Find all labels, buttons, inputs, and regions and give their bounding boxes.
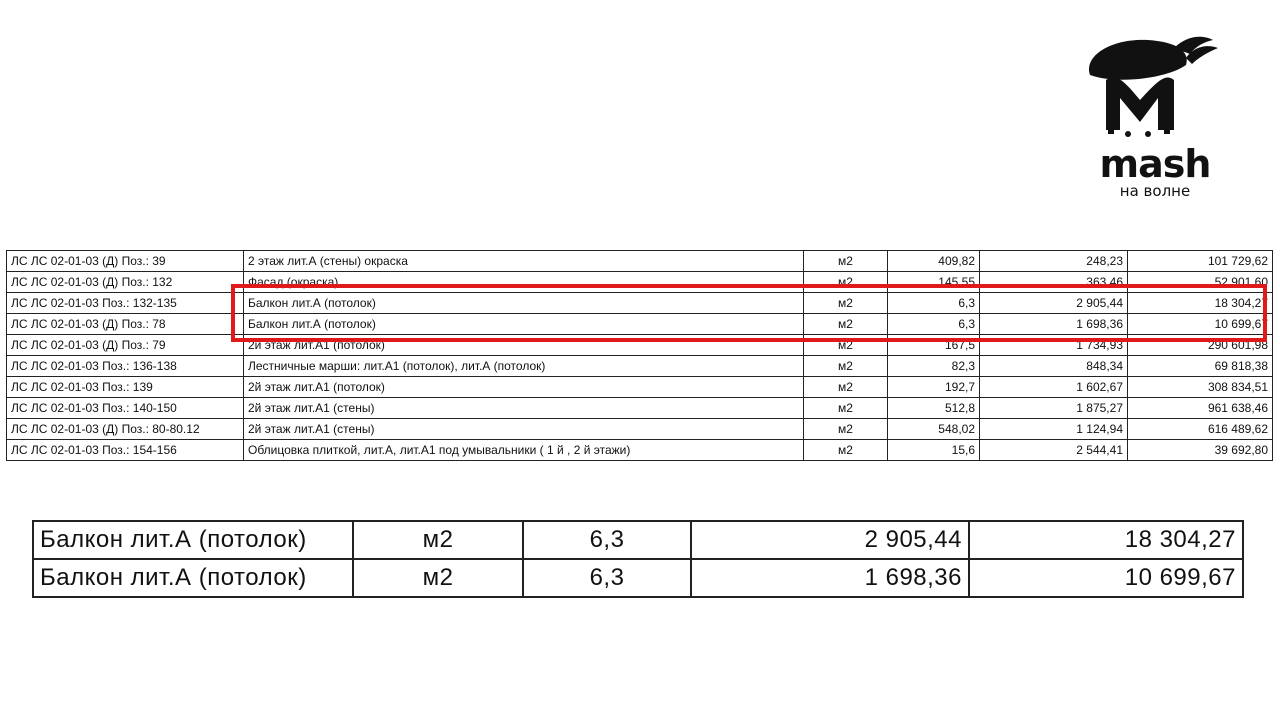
cell-total: 18 304,27 — [1128, 293, 1273, 314]
cell-total: 616 489,62 — [1128, 419, 1273, 440]
table-row — [7, 356, 1273, 377]
cell-price: 1 875,27 — [980, 398, 1128, 419]
cell-unit: м2 — [804, 377, 888, 398]
cell-total: 308 834,51 — [1128, 377, 1273, 398]
cell-name: Лестничные марши: лит.А1 (потолок), лит.А (потолок) — [244, 356, 804, 377]
cell-total: 69 818,38 — [1128, 356, 1273, 377]
cell-code: ЛС ЛС 02-01-03 Поз.: 154-156 — [7, 440, 244, 461]
cell-unit: м2 — [804, 272, 888, 293]
cell-code: ЛС ЛС 02-01-03 (Д) Поз.: 80-80.12 — [7, 419, 244, 440]
cell-unit: м2 — [804, 251, 888, 272]
cell-price: 363,46 — [980, 272, 1128, 293]
cell-code: ЛС ЛС 02-01-03 Поз.: 132-135 — [7, 293, 244, 314]
cell-qty: 82,3 — [888, 356, 980, 377]
cell-code: ЛС ЛС 02-01-03 (Д) Поз.: 39 — [7, 251, 244, 272]
cell-name: 2 этаж лит.А (стены) окраска — [244, 251, 804, 272]
cell-qty: 15,6 — [888, 440, 980, 461]
cell-price: 848,34 — [980, 356, 1128, 377]
cell-unit: м2 — [804, 440, 888, 461]
cell-total: 10 699,67 — [1128, 314, 1273, 335]
cell-qty: 167,5 — [888, 335, 980, 356]
mash-logo — [1070, 30, 1230, 205]
cell-name: Облицовка плиткой, лит.А, лит.А1 под умывальники ( 1 й , 2 й этажи) — [244, 440, 804, 461]
cell-price: 1 602,67 — [980, 377, 1128, 398]
mash-mascot-icon — [1078, 30, 1223, 140]
cell-qty: 192,7 — [888, 377, 980, 398]
cell-name: Балкон лит.А (потолок) — [244, 293, 804, 314]
cell-qty: 6,3 — [888, 314, 980, 335]
cell-code: ЛС ЛС 02-01-03 Поз.: 139 — [7, 377, 244, 398]
zoom-cell-total: 10 699,67 — [969, 559, 1243, 597]
cell-unit: м2 — [804, 356, 888, 377]
zoomed-table — [32, 520, 1244, 598]
cell-price: 1 734,93 — [980, 335, 1128, 356]
cell-name: 2й этаж лит.А1 (потолок) — [244, 335, 804, 356]
zoom-cell-name: Балкон лит.А (потолок) — [33, 521, 353, 559]
cell-code: ЛС ЛС 02-01-03 Поз.: 140-150 — [7, 398, 244, 419]
cell-price: 248,23 — [980, 251, 1128, 272]
table-row — [7, 377, 1273, 398]
logo-wordmark: mash — [1099, 142, 1211, 186]
cell-price: 1 124,94 — [980, 419, 1128, 440]
cell-code: ЛС ЛС 02-01-03 Поз.: 136-138 — [7, 356, 244, 377]
zoom-cell-qty: 6,3 — [523, 559, 691, 597]
document-table — [6, 250, 1273, 461]
zoom-cell-total: 18 304,27 — [969, 521, 1243, 559]
cell-qty: 548,02 — [888, 419, 980, 440]
cell-name: 2й этаж лит.А1 (потолок) — [244, 377, 804, 398]
table-row — [7, 251, 1273, 272]
cell-code: ЛС ЛС 02-01-03 (Д) Поз.: 79 — [7, 335, 244, 356]
zoom-table-row — [33, 521, 1243, 559]
cell-qty: 6,3 — [888, 293, 980, 314]
logo-subtitle: на волне — [1119, 182, 1191, 200]
zoom-cell-unit: м2 — [353, 559, 523, 597]
cell-total: 39 692,80 — [1128, 440, 1273, 461]
cell-name: Балкон лит.А (потолок) — [244, 314, 804, 335]
cell-name: 2й этаж лит.А1 (стены) — [244, 419, 804, 440]
zoom-table-row — [33, 559, 1243, 597]
cell-qty: 409,82 — [888, 251, 980, 272]
cell-total: 101 729,62 — [1128, 251, 1273, 272]
highlight-box — [231, 284, 1267, 342]
zoom-cell-price: 1 698,36 — [691, 559, 969, 597]
cell-total: 52 901,60 — [1128, 272, 1273, 293]
zoom-cell-unit: м2 — [353, 521, 523, 559]
cell-name: Фасад (окраска) — [244, 272, 804, 293]
document-table-area — [0, 248, 1280, 457]
zoom-cell-qty: 6,3 — [523, 521, 691, 559]
cell-qty: 512,8 — [888, 398, 980, 419]
cell-unit: м2 — [804, 314, 888, 335]
cell-name: 2й этаж лит.А1 (стены) — [244, 398, 804, 419]
cell-price: 2 544,41 — [980, 440, 1128, 461]
cell-code: ЛС ЛС 02-01-03 (Д) Поз.: 132 — [7, 272, 244, 293]
cell-unit: м2 — [804, 398, 888, 419]
zoom-cell-price: 2 905,44 — [691, 521, 969, 559]
cell-code: ЛС ЛС 02-01-03 (Д) Поз.: 78 — [7, 314, 244, 335]
cell-unit: м2 — [804, 419, 888, 440]
cell-qty: 145,55 — [888, 272, 980, 293]
table-row — [7, 419, 1273, 440]
cell-unit: м2 — [804, 293, 888, 314]
zoom-cell-name: Балкон лит.А (потолок) — [33, 559, 353, 597]
cell-price: 1 698,36 — [980, 314, 1128, 335]
table-row — [7, 398, 1273, 419]
cell-total: 961 638,46 — [1128, 398, 1273, 419]
cell-total: 290 601,98 — [1128, 335, 1273, 356]
table-row — [7, 440, 1273, 461]
cell-unit: м2 — [804, 335, 888, 356]
cell-price: 2 905,44 — [980, 293, 1128, 314]
